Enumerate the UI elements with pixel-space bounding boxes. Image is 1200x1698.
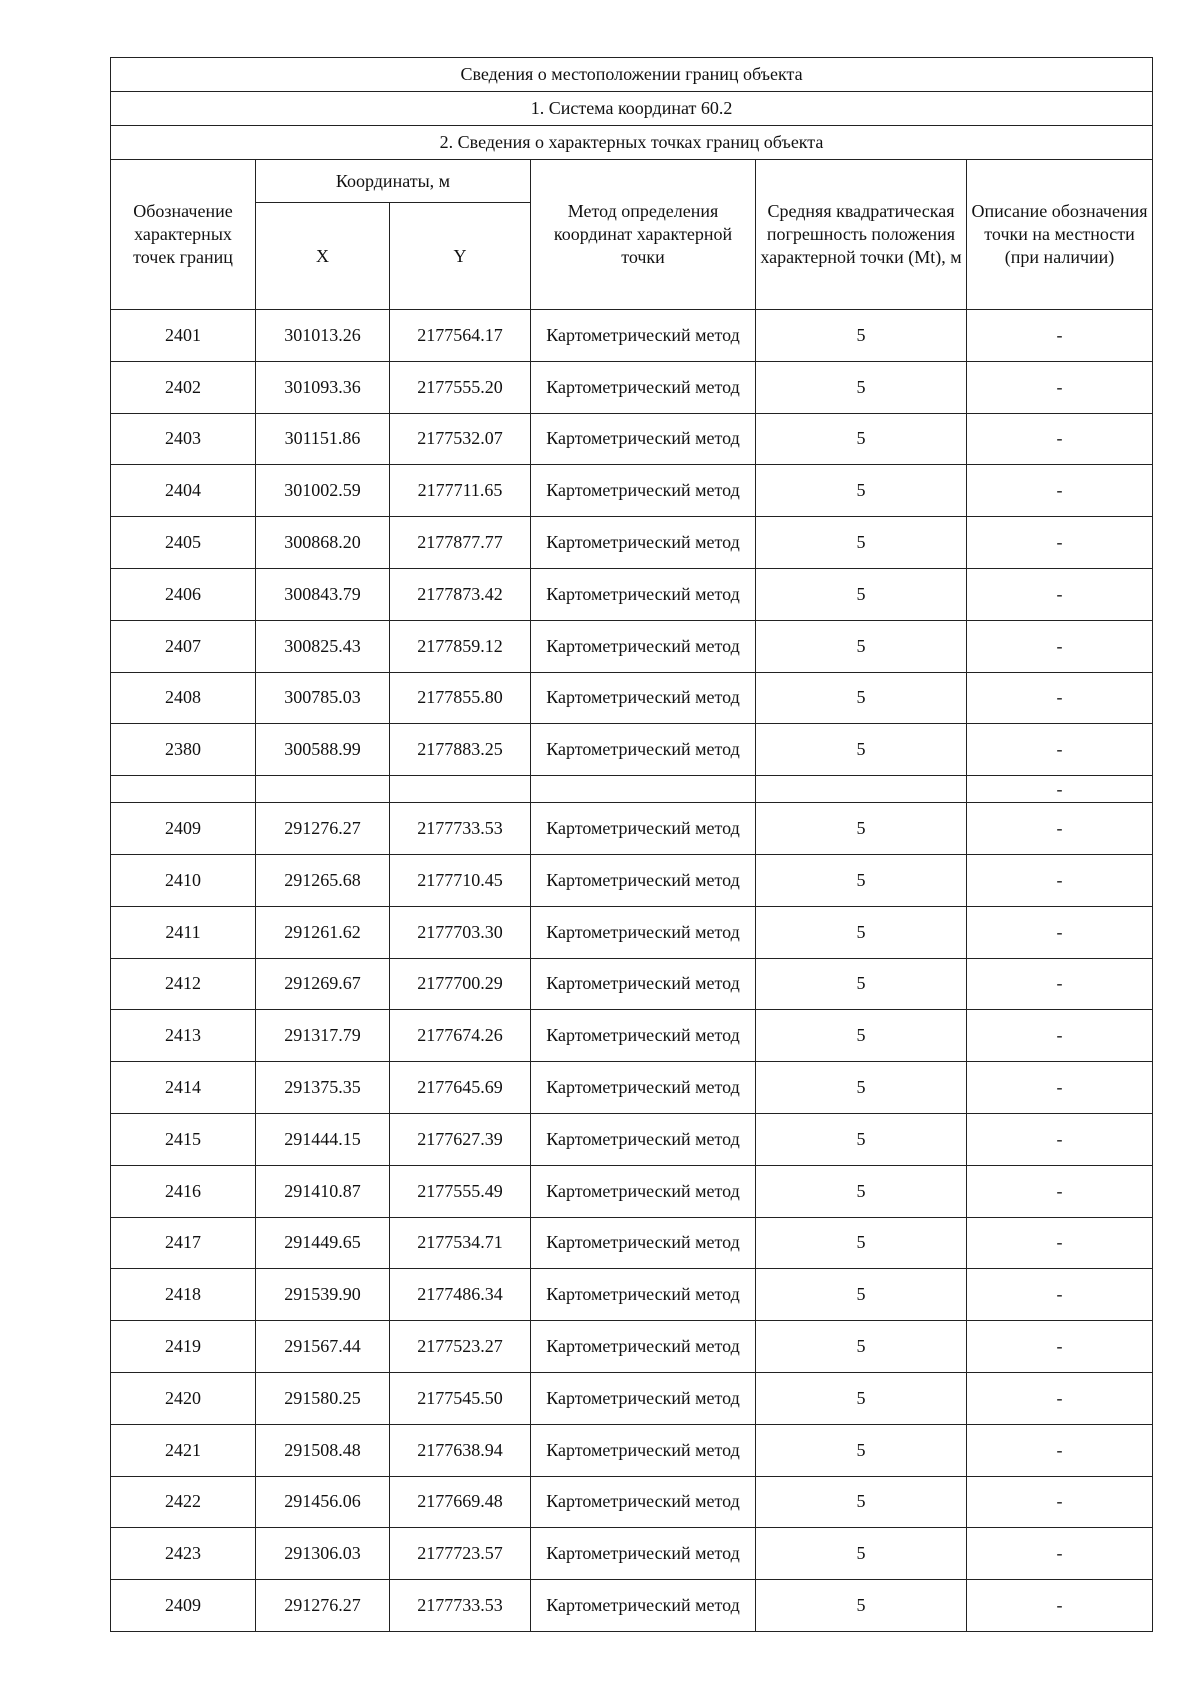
table-row [111,854,1153,906]
cell-method: Картометрический метод [531,568,756,620]
table-row [111,1476,1153,1528]
cell-x: 291410.87 [256,1165,390,1217]
header-point: Обозначение характерных точек границ [111,160,256,310]
table-body [111,310,1153,1632]
cell-y: 2177545.50 [390,1372,531,1424]
cell-desc: - [967,1476,1153,1528]
cell-y: 2177555.20 [390,361,531,413]
cell-x: 291276.27 [256,803,390,855]
cell-y: 2177723.57 [390,1528,531,1580]
cell-point: 2420 [111,1372,256,1424]
cell-desc: - [967,672,1153,724]
cell-error: 5 [756,1580,967,1632]
cell-x: 291375.35 [256,1062,390,1114]
cell-y: 2177877.77 [390,517,531,569]
cell-method: Картометрический метод [531,724,756,776]
cell-error: 5 [756,1165,967,1217]
cell-point: 2403 [111,413,256,465]
cell-method: Картометрический метод [531,413,756,465]
cell-x: 291456.06 [256,1476,390,1528]
table-row [111,724,1153,776]
cell-method: Картометрический метод [531,517,756,569]
cell-y: 2177486.34 [390,1269,531,1321]
cell-error: 5 [756,568,967,620]
cell-desc: - [967,1269,1153,1321]
cell-y: 2177733.53 [390,803,531,855]
cell-x: 291269.67 [256,958,390,1010]
cell-desc: - [967,310,1153,362]
cell-point [111,776,256,803]
cell-desc: - [967,854,1153,906]
cell-point: 2407 [111,620,256,672]
cell-method: Картометрический метод [531,803,756,855]
cell-y: 2177523.27 [390,1321,531,1373]
cell-method: Картометрический метод [531,1217,756,1269]
cell-method: Картометрический метод [531,620,756,672]
cell-desc: - [967,361,1153,413]
cell-desc: - [967,465,1153,517]
cell-x: 300843.79 [256,568,390,620]
cell-desc: - [967,413,1153,465]
cell-point: 2418 [111,1269,256,1321]
table-row [111,361,1153,413]
header-x: X [256,203,390,310]
cell-y: 2177883.25 [390,724,531,776]
cell-y: 2177710.45 [390,854,531,906]
table-row [111,1217,1153,1269]
cell-desc: - [967,1372,1153,1424]
cell-desc: - [967,1528,1153,1580]
cell-point: 2410 [111,854,256,906]
cell-y: 2177700.29 [390,958,531,1010]
cell-error: 5 [756,1113,967,1165]
cell-y: 2177534.71 [390,1217,531,1269]
cell-x: 301093.36 [256,361,390,413]
table-row [111,1424,1153,1476]
cell-point: 2421 [111,1424,256,1476]
cell-x: 291580.25 [256,1372,390,1424]
cell-method: Картометрический метод [531,958,756,1010]
cell-point: 2406 [111,568,256,620]
cell-x: 291276.27 [256,1580,390,1632]
cell-point: 2412 [111,958,256,1010]
cell-point: 2409 [111,1580,256,1632]
cell-desc: - [967,803,1153,855]
cell-point: 2404 [111,465,256,517]
table-row [111,1165,1153,1217]
cell-error: 5 [756,958,967,1010]
cell-x: 291449.65 [256,1217,390,1269]
cell-error: 5 [756,854,967,906]
cell-desc: - [967,1580,1153,1632]
cell-x [256,776,390,803]
cell-method: Картометрический метод [531,1010,756,1062]
table-row [111,1113,1153,1165]
cell-point: 2408 [111,672,256,724]
header-error: Средняя квадратическая погрешность положения характерной точки (Mt), м [756,160,967,310]
table-row [111,1269,1153,1321]
cell-error: 5 [756,413,967,465]
table-row [111,1528,1153,1580]
cell-method: Картометрический метод [531,1165,756,1217]
cell-error: 5 [756,803,967,855]
cell-method: Картометрический метод [531,1113,756,1165]
cell-x: 301013.26 [256,310,390,362]
cell-point: 2401 [111,310,256,362]
cell-y: 2177627.39 [390,1113,531,1165]
boundary-points-table [110,57,1153,1632]
cell-method: Картометрический метод [531,1424,756,1476]
table-row [111,620,1153,672]
cell-error: 5 [756,1062,967,1114]
cell-method: Картометрический метод [531,310,756,362]
cell-x: 291317.79 [256,1010,390,1062]
cell-desc: - [967,620,1153,672]
cell-method: Картометрический метод [531,1372,756,1424]
cell-error: 5 [756,1010,967,1062]
cell-error: 5 [756,1528,967,1580]
cell-x: 291261.62 [256,906,390,958]
cell-x: 291444.15 [256,1113,390,1165]
cell-y: 2177733.53 [390,1580,531,1632]
cell-error: 5 [756,361,967,413]
cell-x: 291265.68 [256,854,390,906]
cell-point: 2423 [111,1528,256,1580]
cell-y: 2177711.65 [390,465,531,517]
cell-point: 2411 [111,906,256,958]
cell-method: Картометрический метод [531,1580,756,1632]
cell-desc: - [967,1321,1153,1373]
cell-point: 2402 [111,361,256,413]
cell-error: 5 [756,310,967,362]
cell-x: 301151.86 [256,413,390,465]
cell-desc: - [967,1010,1153,1062]
cell-desc: - [967,906,1153,958]
cell-point: 2419 [111,1321,256,1373]
cell-desc: - [967,1062,1153,1114]
header-y: Y [390,203,531,310]
cell-y: 2177855.80 [390,672,531,724]
table-row [111,465,1153,517]
cell-error: 5 [756,465,967,517]
table-row [111,568,1153,620]
cell-method: Картометрический метод [531,1062,756,1114]
table-row [111,310,1153,362]
table-row [111,672,1153,724]
cell-method: Картометрический метод [531,1528,756,1580]
cell-desc: - [967,724,1153,776]
cell-y: 2177703.30 [390,906,531,958]
cell-point: 2405 [111,517,256,569]
cell-error [756,776,967,803]
cell-y [390,776,531,803]
cell-desc: - [967,1424,1153,1476]
cell-error: 5 [756,1372,967,1424]
table-row [111,958,1153,1010]
cell-point: 2413 [111,1010,256,1062]
section-title: 2. Сведения о характерных точках границ объекта [111,126,1153,160]
cell-desc: - [967,1113,1153,1165]
cell-error: 5 [756,1321,967,1373]
cell-error: 5 [756,620,967,672]
cell-x: 291306.03 [256,1528,390,1580]
cell-point: 2380 [111,724,256,776]
cell-point: 2409 [111,803,256,855]
header-coords: Координаты, м [256,160,531,203]
cell-error: 5 [756,1269,967,1321]
cell-method: Картометрический метод [531,1476,756,1528]
cell-x: 300785.03 [256,672,390,724]
cell-x: 300588.99 [256,724,390,776]
cell-method: Картометрический метод [531,854,756,906]
cell-method: Картометрический метод [531,1269,756,1321]
cell-method: Картометрический метод [531,465,756,517]
cell-method: Картометрический метод [531,672,756,724]
cell-y: 2177669.48 [390,1476,531,1528]
cell-method: Картометрический метод [531,361,756,413]
cell-desc: - [967,1217,1153,1269]
cell-x: 291539.90 [256,1269,390,1321]
table-row [111,1372,1153,1424]
cell-x: 300868.20 [256,517,390,569]
cell-y: 2177873.42 [390,568,531,620]
cell-y: 2177532.07 [390,413,531,465]
cell-y: 2177674.26 [390,1010,531,1062]
cell-desc: - [967,517,1153,569]
cell-error: 5 [756,1424,967,1476]
cell-x: 301002.59 [256,465,390,517]
cell-error: 5 [756,1476,967,1528]
header-method: Метод определения координат характерной точки [531,160,756,310]
cell-error: 5 [756,906,967,958]
cell-desc: - [967,568,1153,620]
table-row [111,1321,1153,1373]
cell-desc: - [967,958,1153,1010]
document-title: Сведения о местоположении границ объекта [111,58,1153,92]
cell-desc: - [967,1165,1153,1217]
cell-point: 2416 [111,1165,256,1217]
table-row [111,776,1153,803]
cell-point: 2414 [111,1062,256,1114]
cell-y: 2177859.12 [390,620,531,672]
table-row [111,1062,1153,1114]
cell-y: 2177555.49 [390,1165,531,1217]
cell-desc: - [967,776,1153,803]
cell-y: 2177645.69 [390,1062,531,1114]
cell-point: 2417 [111,1217,256,1269]
cell-x: 300825.43 [256,620,390,672]
cell-x: 291567.44 [256,1321,390,1373]
coordinate-system: 1. Система координат 60.2 [111,92,1153,126]
cell-error: 5 [756,1217,967,1269]
cell-error: 5 [756,517,967,569]
table-row [111,413,1153,465]
table-row [111,803,1153,855]
cell-point: 2415 [111,1113,256,1165]
cell-method: Картометрический метод [531,906,756,958]
table-row [111,1010,1153,1062]
cell-method: Картометрический метод [531,1321,756,1373]
cell-point: 2422 [111,1476,256,1528]
cell-y: 2177564.17 [390,310,531,362]
cell-x: 291508.48 [256,1424,390,1476]
cell-error: 5 [756,724,967,776]
table-row [111,906,1153,958]
cell-error: 5 [756,672,967,724]
header-desc: Описание обозначения точки на местности (при наличии) [967,160,1153,310]
table-row [111,1580,1153,1632]
cell-y: 2177638.94 [390,1424,531,1476]
table-row [111,517,1153,569]
cell-method [531,776,756,803]
